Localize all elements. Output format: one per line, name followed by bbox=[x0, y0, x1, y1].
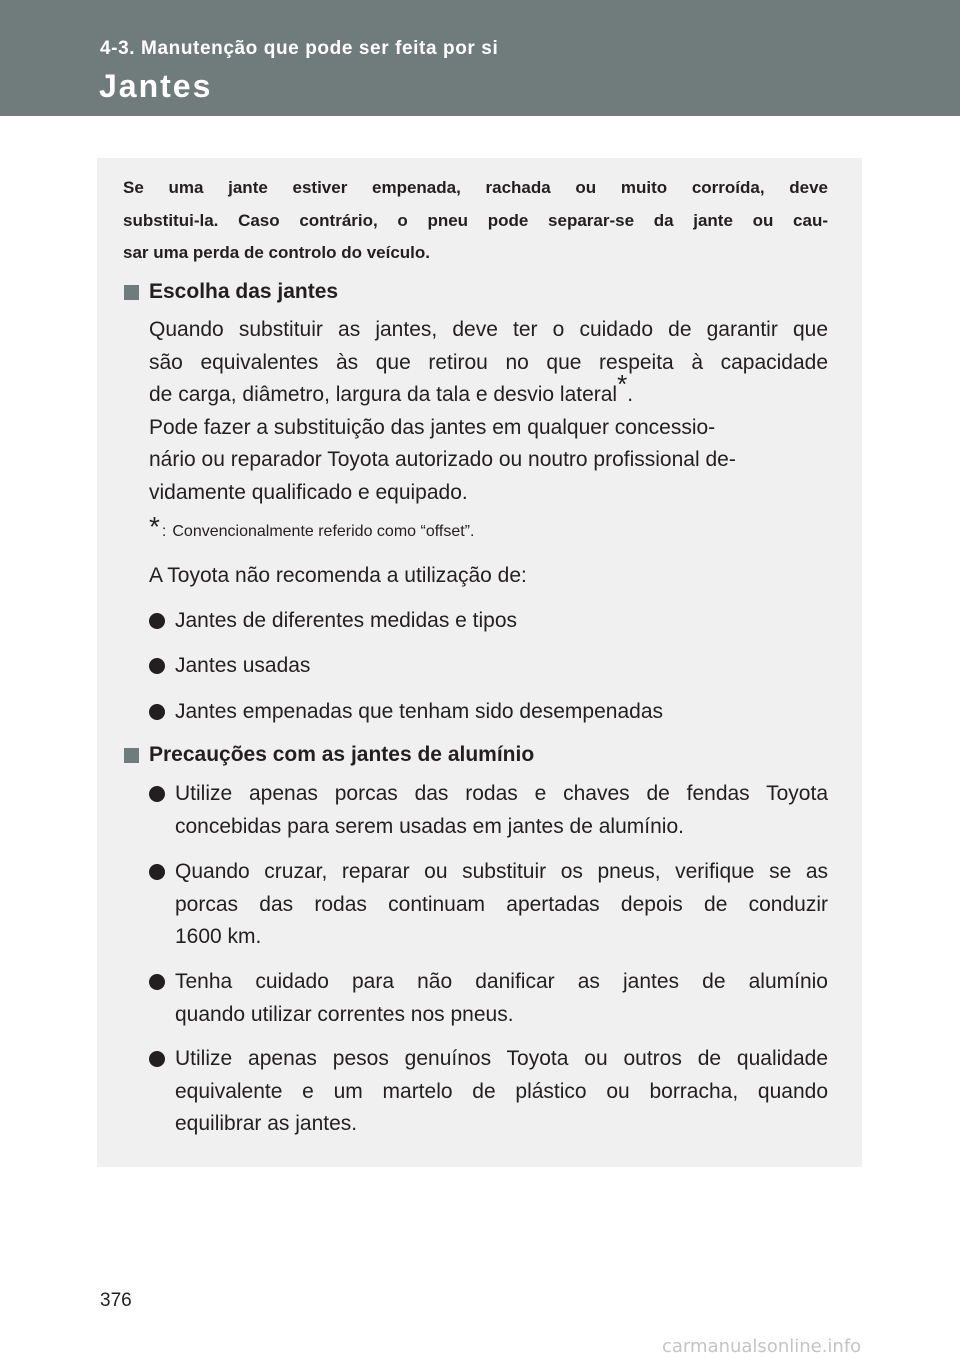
bullet-dot-icon bbox=[149, 704, 165, 720]
asterisk-mark: * bbox=[617, 369, 628, 399]
not-recommended-intro: A Toyota não recomenda a utilização de: bbox=[149, 564, 527, 587]
bullet-dot-icon bbox=[149, 786, 165, 802]
page-number: 376 bbox=[100, 1290, 132, 1311]
bullet-dot-icon bbox=[149, 613, 165, 629]
bullet-dot-icon bbox=[149, 864, 165, 880]
heading-aluminium-precautions: Precauções com as jantes de alumínio bbox=[124, 743, 534, 767]
page-title: Jantes bbox=[99, 68, 213, 104]
list-item: Utilize apenas porcas das rodas e chaves de fendas Toyota concebidas para serem usadas em jantes de alumínio. bbox=[149, 778, 828, 843]
section-label: 4-3. Manutenção que pode ser feita por si bbox=[100, 38, 499, 59]
list-item: Jantes empenadas que tenham sido desempenadas bbox=[149, 696, 663, 729]
list-item: Jantes de diferentes medidas e tipos bbox=[149, 605, 517, 638]
heading-wheel-choice: Escolha das jantes bbox=[124, 280, 338, 304]
list-item: Tenha cuidado para não danificar as jantes de alumínio quando utilizar correntes nos pneus. bbox=[149, 966, 828, 1031]
header-band bbox=[0, 0, 960, 116]
footnote: * : Convencionalmente referido como “offset”. bbox=[149, 511, 475, 542]
square-bullet-icon bbox=[124, 748, 139, 763]
square-bullet-icon bbox=[124, 285, 139, 300]
bullet-dot-icon bbox=[149, 974, 165, 990]
bullet-dot-icon bbox=[149, 1051, 165, 1067]
paragraph-wheel-choice: Quando substituir as jantes, deve ter o cuidado de garantir que são equivalentes às que retirou no que respeita à capacidade de carga, diâmetro, largura da tala e desvio lateral*. Pode fazer a substituição das jantes em qualquer concessio- nário ou reparador Toyota autorizado ou noutro profissional de- vidamente qualificado e equipado. bbox=[149, 318, 828, 504]
list-item: Jantes usadas bbox=[149, 650, 310, 683]
watermark: carmanualsonline.info bbox=[662, 1336, 862, 1357]
bullet-dot-icon bbox=[149, 658, 165, 674]
footnote-asterisk: * bbox=[149, 511, 160, 542]
intro-text: Se uma jante estiver empenada, rachada ou muito corroída, deve substitui-la. Caso contrário, o pneu pode separar-se da jante ou cau- sar uma perda de controlo do veículo. bbox=[123, 178, 828, 262]
list-item: Utilize apenas pesos genuínos Toyota ou outros de qualidade equivalente e um martelo de plástico ou borracha, quando equilibrar as jantes. bbox=[149, 1043, 828, 1141]
list-item: Quando cruzar, reparar ou substituir os pneus, verifique se as porcas das rodas continuam apertadas depois de conduzir 1600 km. bbox=[149, 856, 828, 954]
